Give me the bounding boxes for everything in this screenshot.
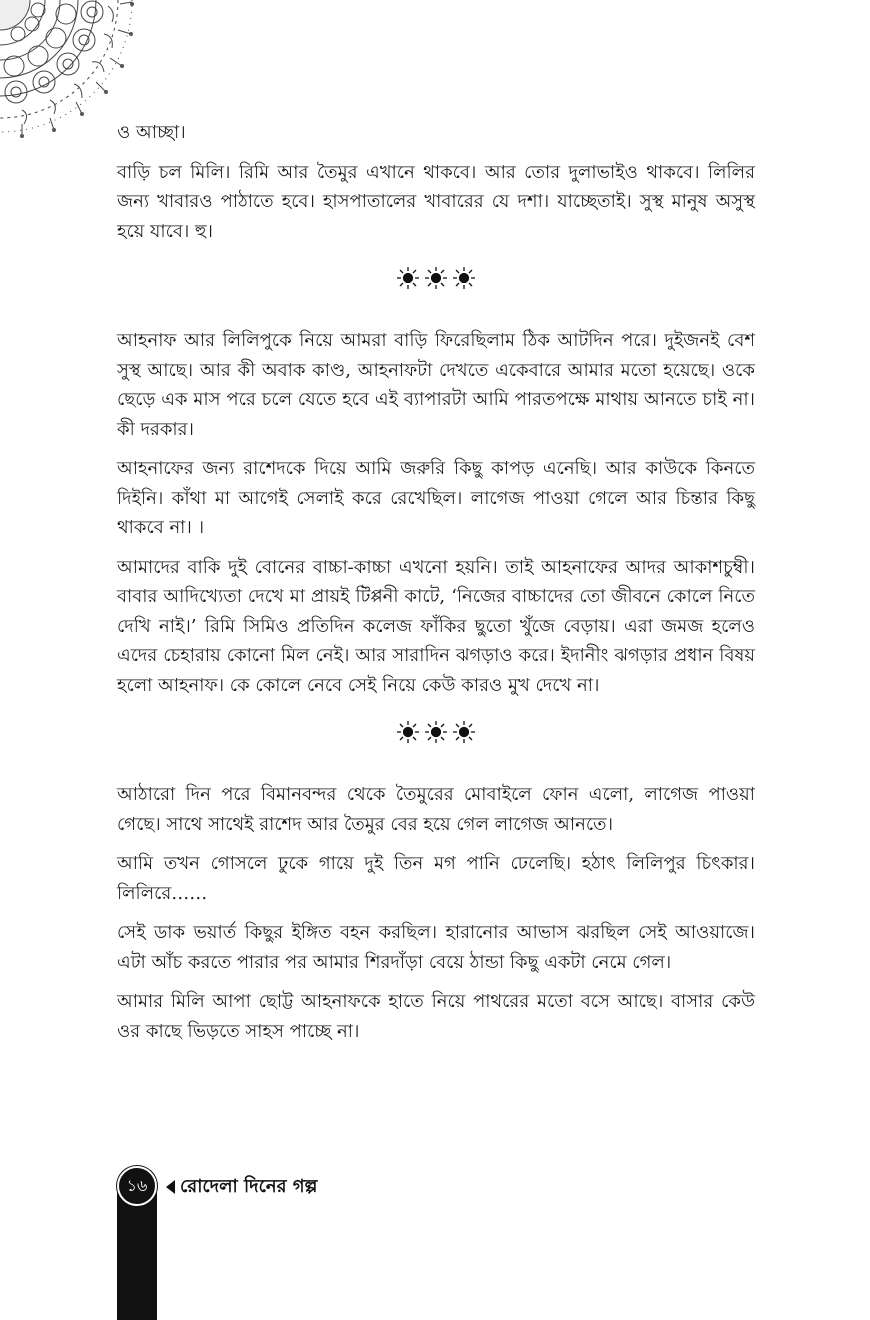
book-title: রোদেলা দিনের গল্প (180, 1176, 318, 1197)
paragraph: আহনাফের জন্য রাশেদকে দিয়ে আমি জরুরি কিছু কাপড় এনেছি। আর কাউকে কিনতে দিইনি। কাঁথা মা আগেই সেলাই করে রেখেছিল। লাগেজ পাওয়া গেলে আর চিন্তার কিছু থাকবে না। । (117, 458, 755, 538)
paragraph: সেই ডাক ভয়ার্ত কিছুর ইঙ্গিত বহন করছিল। হারানোর আভাস ঝরছিল সেই আওয়াজে। এটা আঁচ করতে পারার পর আমার শিরদাঁড়া বেয়ে ঠান্ডা কিছু একটা নেমে গেল। (117, 922, 755, 973)
paragraph: আহনাফ আর লিলিপুকে নিয়ে আমরা বাড়ি ফিরেছিলাম ঠিক আটদিন পরে। দুইজনই বেশ সুস্থ আছে। আর কী অবাক কাণ্ড, আহনাফটা দেখতে একেবারে আমার মতো হয়েছে। ওকে ছেড়ে এক মাস পরে চলে যেতে হবে এই ব্যাপারটা আমি পারতপক্ষে মাথায় আনতে চাই না। কী দরকার। (117, 330, 755, 440)
section-divider (117, 710, 755, 754)
section-divider (117, 256, 755, 300)
paragraph: আমাদের বাকি দুই বোনের বাচ্চা-কাচ্চা এখনো হয়নি। তাই আহনাফের আদর আকাশচুম্বী। বাবার আদিখ্যেতা দেখে মা প্রায়ই টিপ্পনী কাটে, ‘নিজের বাচ্চাদের তো জীবনে কোলে নিতে দেখি নাই।’ রিমি সিমিও প্রতিদিন কলেজ ফাঁকির ছুতো খুঁজে বেড়ায়। এরা জমজ হলেও এদের চেহারায় কোনো মিল নেই। আর সারাদিন ঝগড়াও করে। ইদানীং ঝগড়ার প্রধান বিষয় হলো আহনাফ। কে কোলে নেবে সেই নিয়ে কেউ কারও মুখ দেখে না। (117, 556, 755, 696)
page-tab (117, 1188, 157, 1320)
paragraph: বাড়ি চল মিলি। রিমি আর তৈমুর এখানে থাকবে। আর তোর দুলাভাইও থাকবে। লিলির জন্য খাবারও পাঠাতে হবে। হাসপাতালের খাবারের যে দশা। যাচ্ছেতাই। সুস্থ মানুষ অসুস্থ হয়ে যাবে। হু। (117, 161, 755, 242)
page-body (117, 118, 755, 1056)
paragraph: ও আচ্ছা। (117, 122, 186, 143)
page-number: ১৬ (117, 1166, 157, 1206)
sun-divider-icon (394, 265, 478, 291)
paragraph: আঠারো দিন পরে বিমানবন্দর থেকে তৈমুরের মোবাইলে ফোন এলো, লাগেজ পাওয়া গেছে। সাথে সাথেই রাশেদ আর তৈমুর বের হয়ে গেল লাগেজ আনতে। (117, 784, 755, 835)
arrow-left-icon (166, 1180, 175, 1194)
paragraph: আমার মিলি আপা ছোট্ট আহনাফকে হাতে নিয়ে পাথরের মতো বসে আছে। বাসার কেউ ওর কাছে ভিড়তে সাহস পাচ্ছে না। (117, 991, 755, 1042)
sun-divider-icon (394, 719, 478, 745)
paragraph: আমি তখন গোসলে ঢুকে গায়ে দুই তিন মগ পানি ঢেলেছি। হঠাৎ লিলিপুর চিৎকার। লিলিরে…… (117, 853, 755, 904)
